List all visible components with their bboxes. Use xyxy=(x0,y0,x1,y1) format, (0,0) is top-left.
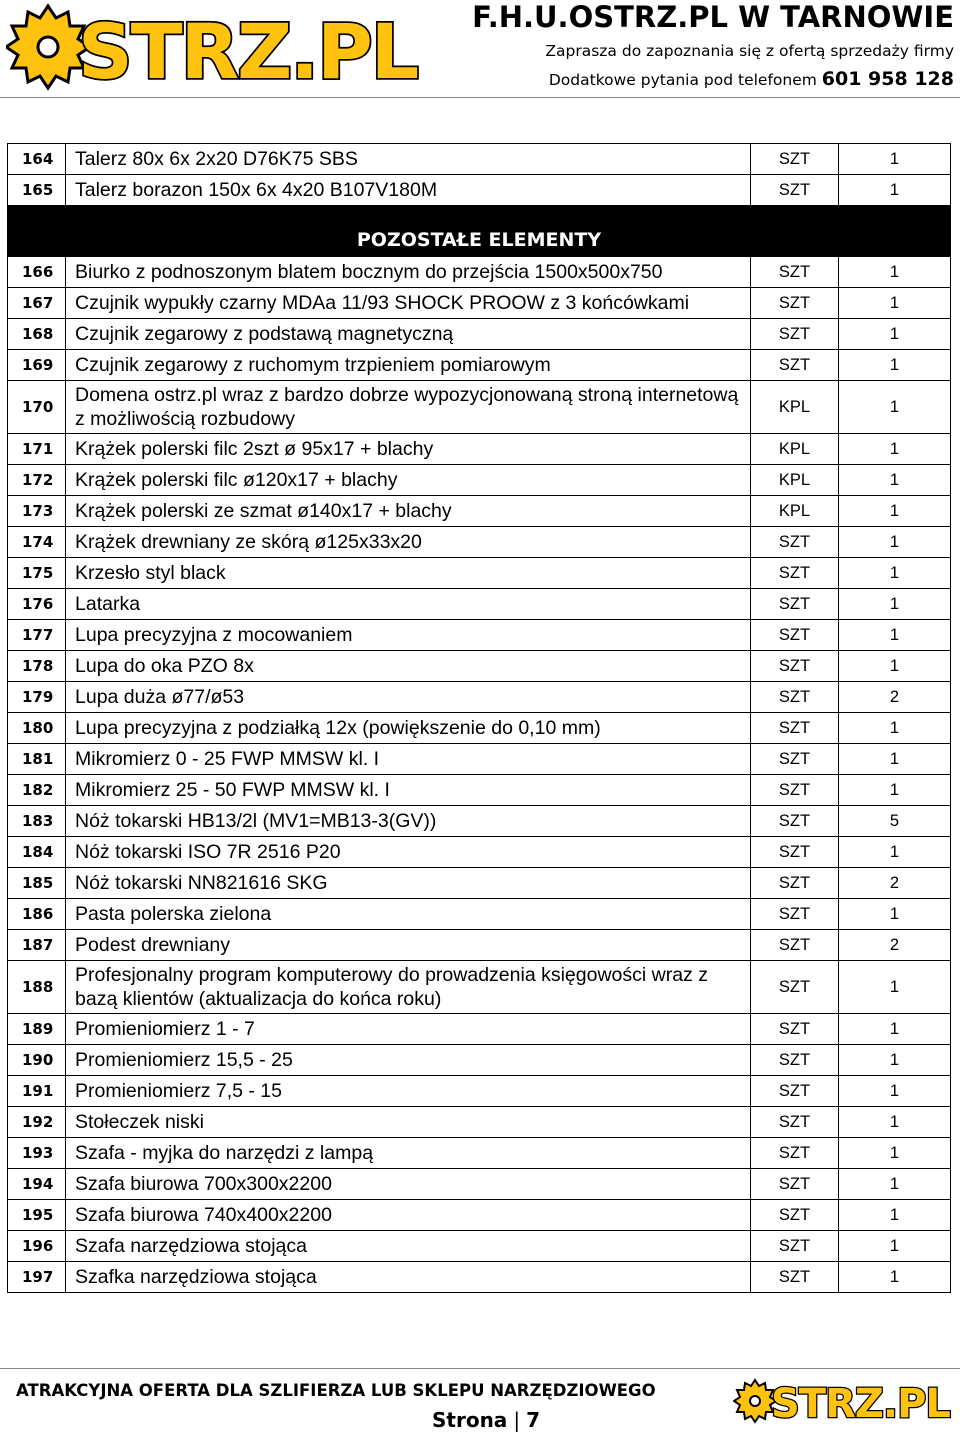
table-row xyxy=(8,1200,951,1231)
item-name: Podest drewniany xyxy=(66,930,751,961)
item-unit: SZT xyxy=(751,257,839,288)
item-number: 185 xyxy=(8,868,66,899)
table-row xyxy=(8,527,951,558)
item-name: Promieniomierz 1 - 7 xyxy=(66,1014,751,1045)
table-row xyxy=(8,381,951,434)
item-quantity: 2 xyxy=(839,930,951,961)
table-row xyxy=(8,775,951,806)
item-number: 192 xyxy=(8,1107,66,1138)
item-number: 174 xyxy=(8,527,66,558)
item-name: Profesjonalny program komputerowy do prowadzenia księgowości wraz z bazą klientów (aktualizacja do końca roku) xyxy=(66,961,751,1014)
item-number: 179 xyxy=(8,682,66,713)
item-name: Promieniomierz 7,5 - 15 xyxy=(66,1076,751,1107)
table-row xyxy=(8,1076,951,1107)
page-separator: | xyxy=(513,1408,521,1432)
item-name: Krążek polerski ze szmat ø140x17 + blachy xyxy=(66,496,751,527)
item-name: Krążek polerski filc 2szt ø 95x17 + blachy xyxy=(66,434,751,465)
footer-rule xyxy=(0,1368,960,1369)
table-row xyxy=(8,682,951,713)
item-name: Krzesło styl black xyxy=(66,558,751,589)
item-unit: SZT xyxy=(751,1107,839,1138)
item-quantity: 1 xyxy=(839,620,951,651)
item-unit: KPL xyxy=(751,465,839,496)
item-unit: SZT xyxy=(751,713,839,744)
page-header xyxy=(0,0,960,100)
item-unit: KPL xyxy=(751,434,839,465)
item-number: 182 xyxy=(8,775,66,806)
item-quantity: 1 xyxy=(839,527,951,558)
item-unit: SZT xyxy=(751,1138,839,1169)
item-name: Szafa biurowa 740x400x2200 xyxy=(66,1200,751,1231)
strz-logo-footer xyxy=(733,1378,955,1424)
tagline: Zaprasza do zapoznania się z ofertą sprzedaży firmy xyxy=(545,42,954,60)
item-number: 176 xyxy=(8,589,66,620)
item-number: 194 xyxy=(8,1169,66,1200)
item-number: 196 xyxy=(8,1231,66,1262)
item-quantity: 1 xyxy=(839,1076,951,1107)
item-quantity: 1 xyxy=(839,899,951,930)
table-row xyxy=(8,1262,951,1293)
item-name: Czujnik zegarowy z ruchomym trzpieniem pomiarowym xyxy=(66,350,751,381)
item-quantity: 1 xyxy=(839,961,951,1014)
item-quantity: 1 xyxy=(839,257,951,288)
item-quantity: 1 xyxy=(839,319,951,350)
item-number: 175 xyxy=(8,558,66,589)
table-row xyxy=(8,744,951,775)
item-unit: SZT xyxy=(751,806,839,837)
item-quantity: 1 xyxy=(839,1138,951,1169)
table-row xyxy=(8,1231,951,1262)
table-row xyxy=(8,350,951,381)
table-row xyxy=(8,589,951,620)
item-quantity: 1 xyxy=(839,589,951,620)
item-quantity: 1 xyxy=(839,1107,951,1138)
item-number: 172 xyxy=(8,465,66,496)
item-name: Biurko z podnoszonym blatem bocznym do przejścia 1500x500x750 xyxy=(66,257,751,288)
item-quantity: 1 xyxy=(839,496,951,527)
item-unit: SZT xyxy=(751,930,839,961)
item-name: Latarka xyxy=(66,589,751,620)
item-unit: SZT xyxy=(751,1045,839,1076)
saw-blade-icon xyxy=(734,1380,776,1422)
item-quantity: 2 xyxy=(839,868,951,899)
item-number: 181 xyxy=(8,744,66,775)
item-unit: SZT xyxy=(751,1262,839,1293)
item-number: 191 xyxy=(8,1076,66,1107)
table-row xyxy=(8,175,951,206)
table-row xyxy=(8,837,951,868)
item-number: 186 xyxy=(8,899,66,930)
phone-line xyxy=(549,68,954,90)
item-name: Czujnik zegarowy z podstawą magnetyczną xyxy=(66,319,751,350)
item-quantity: 1 xyxy=(839,144,951,175)
table-row xyxy=(8,930,951,961)
offer-table xyxy=(7,143,951,1293)
table-row xyxy=(8,651,951,682)
item-unit: SZT xyxy=(751,620,839,651)
item-quantity: 1 xyxy=(839,713,951,744)
item-quantity: 1 xyxy=(839,558,951,589)
item-unit: SZT xyxy=(751,1169,839,1200)
item-quantity: 1 xyxy=(839,1262,951,1293)
table-row xyxy=(8,288,951,319)
item-quantity: 1 xyxy=(839,1231,951,1262)
item-quantity: 1 xyxy=(839,465,951,496)
item-unit: SZT xyxy=(751,899,839,930)
item-number: 167 xyxy=(8,288,66,319)
item-number: 189 xyxy=(8,1014,66,1045)
item-name: Szafa biurowa 700x300x2200 xyxy=(66,1169,751,1200)
table-row xyxy=(8,257,951,288)
item-number: 177 xyxy=(8,620,66,651)
table-row xyxy=(8,1045,951,1076)
item-quantity: 1 xyxy=(839,775,951,806)
item-quantity: 1 xyxy=(839,350,951,381)
item-number: 164 xyxy=(8,144,66,175)
item-unit: SZT xyxy=(751,558,839,589)
table-row xyxy=(8,434,951,465)
item-name: Szafa narzędziowa stojąca xyxy=(66,1231,751,1262)
item-number: 184 xyxy=(8,837,66,868)
item-name: Nóż tokarski ISO 7R 2516 P20 xyxy=(66,837,751,868)
item-name: Szafa - myjka do narzędzi z lampą xyxy=(66,1138,751,1169)
item-quantity: 1 xyxy=(839,288,951,319)
item-unit: SZT xyxy=(751,837,839,868)
item-unit: SZT xyxy=(751,1200,839,1231)
item-name: Pasta polerska zielona xyxy=(66,899,751,930)
table-row xyxy=(8,961,951,1014)
item-number: 171 xyxy=(8,434,66,465)
table-row xyxy=(8,558,951,589)
phone-number: 601 958 128 xyxy=(821,68,954,90)
section-header-row xyxy=(8,206,951,257)
table-row xyxy=(8,868,951,899)
item-name: Szafka narzędziowa stojąca xyxy=(66,1262,751,1293)
table-row xyxy=(8,1014,951,1045)
item-name: Krążek drewniany ze skórą ø125x33x20 xyxy=(66,527,751,558)
item-quantity: 5 xyxy=(839,806,951,837)
item-quantity: 1 xyxy=(839,1045,951,1076)
item-quantity: 1 xyxy=(839,1014,951,1045)
item-unit: SZT xyxy=(751,682,839,713)
strz-logo xyxy=(6,2,431,92)
item-quantity: 2 xyxy=(839,682,951,713)
item-name: Talerz 80x 6x 2x20 D76K75 SBS xyxy=(66,144,751,175)
table-row xyxy=(8,465,951,496)
item-name: Czujnik wypukły czarny MDAa 11/93 SHOCK PROOW z 3 końcówkami xyxy=(66,288,751,319)
item-name: Mikromierz 0 - 25 FWP MMSW kl. I xyxy=(66,744,751,775)
item-name: Lupa duża ø77/ø53 xyxy=(66,682,751,713)
item-number: 188 xyxy=(8,961,66,1014)
item-number: 180 xyxy=(8,713,66,744)
item-number: 173 xyxy=(8,496,66,527)
table-row xyxy=(8,713,951,744)
item-unit: SZT xyxy=(751,1076,839,1107)
item-quantity: 1 xyxy=(839,434,951,465)
page-number xyxy=(432,1408,540,1432)
item-unit: SZT xyxy=(751,1231,839,1262)
table-row xyxy=(8,899,951,930)
item-unit: SZT xyxy=(751,144,839,175)
item-unit: SZT xyxy=(751,527,839,558)
logo-text: STRZ.PL xyxy=(771,1381,950,1424)
item-name: Lupa do oka PZO 8x xyxy=(66,651,751,682)
item-unit: KPL xyxy=(751,381,839,434)
item-unit: SZT xyxy=(751,775,839,806)
item-name: Nóż tokarski HB13/2l (MV1=MB13-3(GV)) xyxy=(66,806,751,837)
logo-text: STRZ.PL xyxy=(78,7,418,92)
item-unit: KPL xyxy=(751,496,839,527)
table-row xyxy=(8,319,951,350)
item-unit: SZT xyxy=(751,288,839,319)
item-name: Nóż tokarski NN821616 SKG xyxy=(66,868,751,899)
item-unit: SZT xyxy=(751,1014,839,1045)
company-name: F.H.U.OSTRZ.PL W TARNOWIE xyxy=(472,0,954,34)
item-quantity: 1 xyxy=(839,1169,951,1200)
table-row xyxy=(8,1138,951,1169)
item-number: 178 xyxy=(8,651,66,682)
page-label-text: Strona xyxy=(432,1408,508,1432)
item-unit: SZT xyxy=(751,175,839,206)
item-name: Mikromierz 25 - 50 FWP MMSW kl. I xyxy=(66,775,751,806)
table-row xyxy=(8,1169,951,1200)
item-unit: SZT xyxy=(751,868,839,899)
item-name: Lupa precyzyjna z mocowaniem xyxy=(66,620,751,651)
table-row xyxy=(8,806,951,837)
phone-prefix: Dodatkowe pytania pod telefonem xyxy=(548,71,817,89)
item-quantity: 1 xyxy=(839,651,951,682)
item-name: Stołeczek niski xyxy=(66,1107,751,1138)
item-number: 169 xyxy=(8,350,66,381)
item-quantity: 1 xyxy=(839,1200,951,1231)
item-name: Talerz borazon 150x 6x 4x20 B107V180M xyxy=(66,175,751,206)
item-number: 187 xyxy=(8,930,66,961)
item-number: 197 xyxy=(8,1262,66,1293)
table-row xyxy=(8,1107,951,1138)
offer-table-body xyxy=(8,144,951,1293)
item-unit: SZT xyxy=(751,589,839,620)
item-number: 168 xyxy=(8,319,66,350)
header-rule xyxy=(0,97,960,98)
item-number: 195 xyxy=(8,1200,66,1231)
item-unit: SZT xyxy=(751,319,839,350)
item-quantity: 1 xyxy=(839,175,951,206)
item-quantity: 1 xyxy=(839,837,951,868)
item-number: 190 xyxy=(8,1045,66,1076)
item-unit: SZT xyxy=(751,961,839,1014)
item-unit: SZT xyxy=(751,350,839,381)
item-number: 166 xyxy=(8,257,66,288)
item-number: 193 xyxy=(8,1138,66,1169)
item-number: 183 xyxy=(8,806,66,837)
item-name: Domena ostrz.pl wraz z bardzo dobrze wypozycjonowaną stroną internetową z możliwością rozbudowy xyxy=(66,381,751,434)
table-row xyxy=(8,620,951,651)
item-number: 165 xyxy=(8,175,66,206)
footer-note: ATRAKCYJNA OFERTA DLA SZLIFIERZA LUB SKLEPU NARZĘDZIOWEGO xyxy=(16,1381,656,1400)
item-number: 170 xyxy=(8,381,66,434)
item-name: Krążek polerski filc ø120x17 + blachy xyxy=(66,465,751,496)
item-name: Lupa precyzyjna z podziałką 12x (powiększenie do 0,10 mm) xyxy=(66,713,751,744)
table-row xyxy=(8,144,951,175)
table-row xyxy=(8,496,951,527)
page-number-value: 7 xyxy=(526,1408,540,1432)
item-unit: SZT xyxy=(751,651,839,682)
section-title: POZOSTAŁE ELEMENTY xyxy=(8,206,951,257)
item-quantity: 1 xyxy=(839,744,951,775)
item-name: Promieniomierz 15,5 - 25 xyxy=(66,1045,751,1076)
item-unit: SZT xyxy=(751,744,839,775)
item-quantity: 1 xyxy=(839,381,951,434)
